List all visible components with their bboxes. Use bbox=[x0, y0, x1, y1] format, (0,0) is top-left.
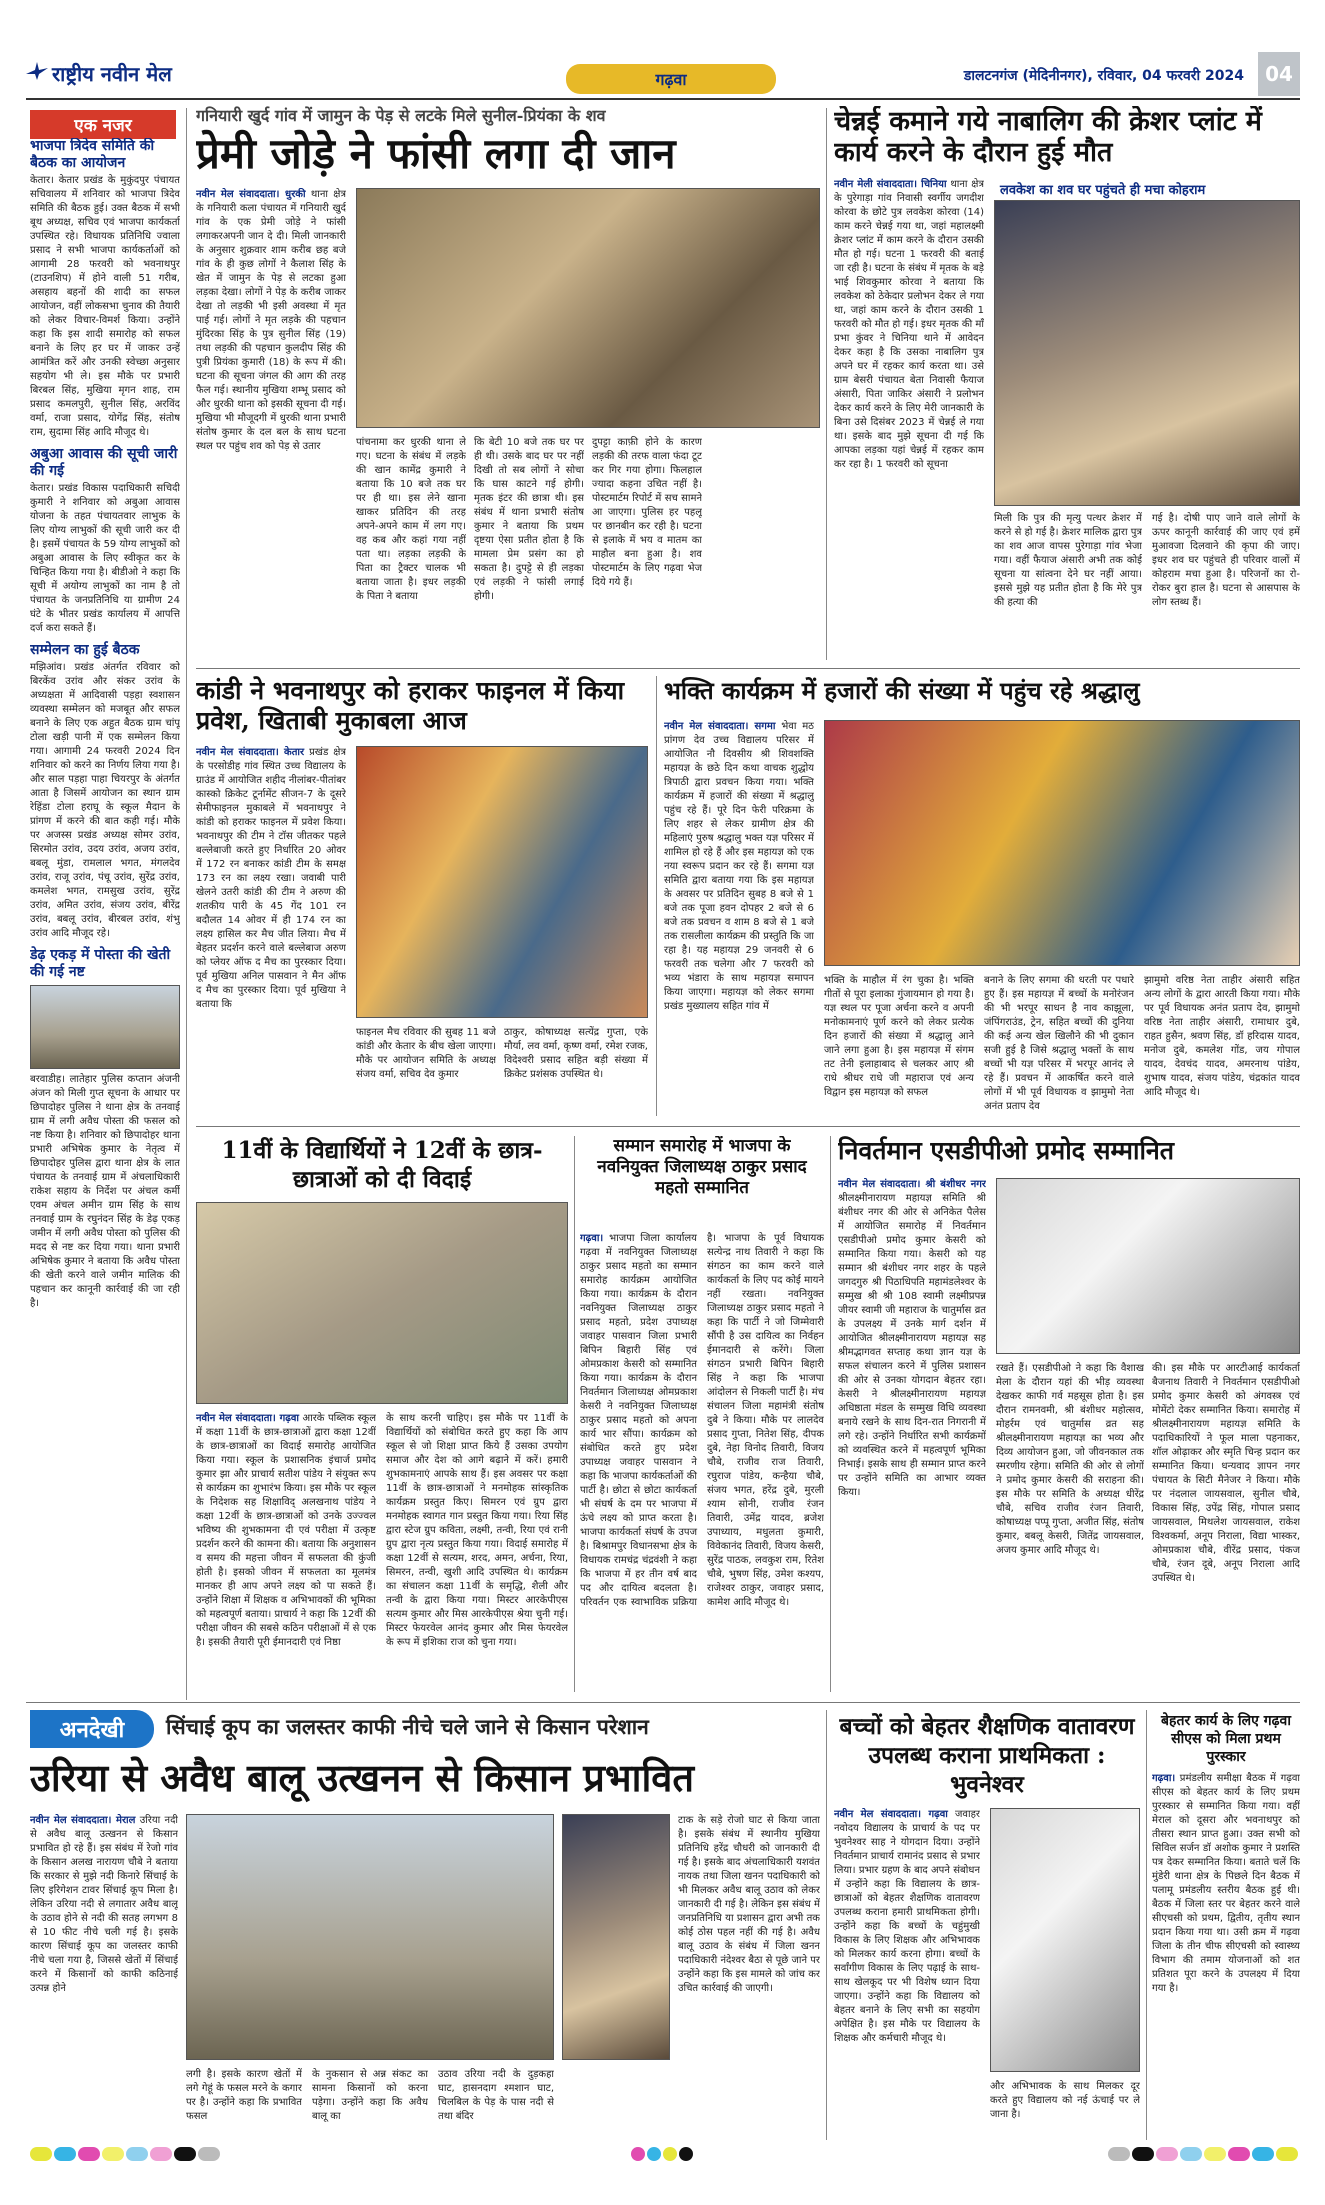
story-text: के साथ करनी चाहिए। इस मौके पर 11वीं के विद्यार्थियों को संबोधित करते हुए कहा कि आप स्कूल से जो शिक्षा प्राप्त किये हैं उसका उपयोग समाज और देश को आगे बढ़ाने में करें। हमारी शुभकामनाएं आपके साथ हैं। इस अवसर पर कक्षा 11वीं के छात्र-छात्राओं ने मनमोहक सांस्कृतिक कार्यक्रम प्रस्तुत किए। सिमरन एवं ग्रुप द्वारा मनमोहक स्वागत गान प्रस्तुत किया गया। रिया सिंह द्वारा स्टेज ग्रुप कविता, लक्ष्मी, तन्वी, रिया एवं रानी ग्रुप द्वारा नृत्य प्रस्तुत किया गया। विदाई समारोह में कक्षा 12वीं से सत्यम, शरद, अमन, अर्चना, रिया, सिमरन, तन्वी, खुशी आदि उपस्थित थे। कार्यक्रम का संचालन कक्षा 11वीं के समृद्धि, शैली और तन्वी के द्वारा किया गया। मिस्टर आरकेपीएस सत्यम कुमार और मिस आरकेपीएस श्रेया चुनी गई। मिस्टर फेयरवेल आनंद कुमार और मिस फेयरवेल के रूप में इशिका राज को चुना गया। bbox=[386, 1413, 568, 1648]
paper-name: राष्ट्रीय नवीन मेल bbox=[52, 62, 172, 86]
story-text: पांचनामा कर धुरकी थाना ले गए। घटना के संबंध में लड़के की खान कामेंद्र कुमारी ने बताया कि 10 बजे तक घर पर ही था। इस लेने खाना खाकर प्रतिदिन की तरह अपने-अपने काम में लग गए। वह कब और कहां गया नहीं पता था। लड़का लड़की के पिता का ट्रैक्टर चालक भी बताया जाता है। इधर लड़की के पिता ने बताया bbox=[356, 437, 466, 602]
color-bar-right bbox=[1108, 2146, 1300, 2165]
sidebar-item-title: डेढ़ एकड़ में पोस्ता की खेती की गई नष्ट bbox=[30, 947, 171, 980]
sidebar-item-title: भाजपा त्रिदेव समिति की बैठक का आयोजन bbox=[30, 138, 155, 171]
story-byline: गढ़वा। bbox=[1152, 1773, 1176, 1784]
story-text: उरिया नदी से अवैध बालू उत्खनन से किसान प्रभावित हो रहे हैं। इस संबंध में रेजो गांव के किसान अलख नारायण चौबे ने बताया कि सरकार से मुझे नदी किनारे सिंचाई के लिए इरिगेशन टावर सिंचाई कूप मिला है। लेकिन उरिया नदी से लगातार अवैध बालू के उठाव होने से नदी की सतह लगभग 8 से 10 फीट नीचे चली गई है। इसके कारण सिंचाई कूप का जलस्तर काफी नीचे चला गया है, जिससे खेतों में सिंचाई करने में किसानों को काफी कठिनाई उत्पन्न होने bbox=[30, 1815, 178, 1994]
story-text: थाना क्षेत्र के पुरेगाड़ा गांव निवासी स्वर्गीय जगदीश कोरवा के छोटे पुत्र लवकेश कोरवा (14) काम करने चेन्नई गया था, जहां महालक्ष्मी क्रेशर प्लांट में काम करने के दौरान उसकी मौत हो गई। घटना 1 फरवरी की बताई जा रही है। घटना के संबंध में मृतक के बड़े भाई शिवकुमार कोरवा ने बताया कि लवकेश को ठेकेदार प्रलोभन देकर ले गया था, जहां काम करने के दौरान उसकी 1 फरवरी को मौत हो गई। इधर मृतक की माँ प्रभा कुंवर ने चिनिया थाने में आवेदन देकर कहा है कि उसका नाबालिग पुत्र अपने घर में रहकर कार्य करता था। उसे ग्राम बेसरी पंचायत बेता निवासी फैयाज अंसारी, पिता जाकिर अंसारी ने प्रलोभन देकर कार्य करने के लिए मेरी जानकारी के बिना उसे दिसंबर 2023 में चेन्नई ले गया था। इसके बाद मुझे सूचना दी गई कि आपका लड़का यहां चेन्नई में रहकर काम कर रहा है। 1 फरवरी को सूचना bbox=[834, 179, 984, 470]
story-headline: उरिया से अवैध बालू उत्खनन से किसान प्रभावित bbox=[30, 1755, 695, 1800]
section-rule bbox=[196, 1126, 1300, 1127]
sidebar-item-body: केतार। केतार प्रखंड के मुकुंदपुर पंचायत सचिवालय में शनिवार को भाजपा त्रिदेव समिति की बैठक हुई। उक्त बैठक में सभी बूथ अध्यक्ष, सचिव एवं भाजपा कार्यकर्ता उपस्थित रहे। विधायक प्रतिनिधि ज्वाला प्रसाद ने सभी भाजपा कार्यकर्ताओं को आगामी 28 फरवरी को भवनाथपुर (टाउनशिप) में होने वाली 51 गरीब, असहाय बहनों की शादी का सफल आयोजन, वहीं लोकसभा चुनाव की तैयारी को लेकर विचार-विमर्श किया। उन्होंने कहा कि इस शादी समारोह को सफल बनाने के लिए हर घर में जाकर उन्हें आमंत्रित करें और उनकी स्वेच्छा अनुसार सहयोग भी ले। इस मौके पर प्रभारी बिरबल सिंह, मुखिया मृगन शाह, राम प्रसाद कमलपुरी, सुनील सिंह, अरविंद वर्मा, राजा प्रसाद, योगेंद्र सिंह, संतोष राम, सुदामा सिंह आदि मौजूद थे। bbox=[30, 175, 180, 438]
story-byline: नवीन मेल संवाददाता। धुरकी bbox=[196, 189, 306, 200]
story-byline: नवीन मेल संवाददाता। केतार bbox=[196, 747, 305, 758]
story-text: थाना क्षेत्र के गनियारी कला पंचायत में गनियारी खुर्द गांव के एक प्रेमी जोड़े ने फांसी लगाकरअपनी जान दे दी। मिली जानकारी के अनुसार शुक्रवार शाम करीब छह बजे गांव के ही कुछ लोगों ने कैलाश सिंह के खेत में जामुन के पेड़ से लटका हुआ लड़का देखा। लोगों ने पेड़ के करीब जाकर देखा तो लड़की भी इसी अवस्था में मृत पाई गई। लोगों ने मृत लड़के की पहचान मुंदिरका सिंह के पुत्र सुनील सिंह (19) तथा लड़की की पहचान कुलदीप सिंह की पुत्री प्रियंका कुमारी (18) के रूप में की। घटना की सूचना जंगल की आग की तरह फैल गई। स्थानीय मुखिया शम्भू प्रसाद को और धुरकी थाना को इसकी सूचना दी गई। मुखिया भी मौजूदगी में धुरकी थाना प्रभारी संतोष कुमार के दल बल के साथ घटना स्थल पर पहुंच शव को पेड़ से उतार bbox=[196, 189, 346, 452]
story-headline: सम्मान समारोह में भाजपा के नवनियुक्त जिलाध्यक्ष ठाकुर प्रसाद महतो सम्मानित bbox=[597, 1136, 807, 1198]
sidebar-item-body: केतार। प्रखंड विकास पदाधिकारी सचिदी कुमारी ने शनिवार को अबुआ आवास योजना के तहत पंचायतवार लाभुक के लिए योग्य लाभुकों की सूची जारी कर दी है। इसमें पंचायत के 59 योग्य लाभुकों को अबुआ आवास के लिए स्वीकृत कर के चिन्हित किया गया है। बीडीओ ने कहा कि सूची में अयोग्य लाभुकों का नाम है तो पंचायत के जनप्रतिनिधि या ग्रामीण 24 घंटे के भीतर प्रखंड कार्यालय में आपत्ति दर्ज करा सकते हैं। bbox=[30, 483, 180, 634]
story-byline: नवीन मेल संवाददाता। श्री बंशीधर नगर bbox=[838, 1179, 986, 1190]
story-text: दुपट्टा काफ़ी होने के कारण लड़की की तरफ वाला फंदा टूट कर गिर गया होगा। फिलहाल ज्यादा कहना उचित नहीं है। पोस्टमार्टम रिपोर्ट में सच सामने आ जाएगा। पुलिस हर पहलू पर छानबीन कर रही है। घटना से इलाके में भय व मातम का माहौल बना हुआ है। शव पोस्टमार्टम के लिए गढ़वा भेज दिये गये हैं। bbox=[592, 437, 702, 588]
story-headline: बच्चों को बेहतर शैक्षणिक वातावरण उपलब्ध कराना प्राथमिकता : भुवनेश्वर bbox=[839, 1713, 1135, 1798]
story-headline: कांडी ने भवनाथपुर को हराकर फाइनल में किया प्रवेश, खिताबी मुकाबला आज bbox=[196, 676, 625, 735]
yajna-stage-photo bbox=[824, 720, 1300, 966]
story-text: के नुकसान से अन्न संकट का सामना किसानों को करना पड़ेगा। उन्होंने कहा कि अवैध बालू का bbox=[312, 2069, 428, 2122]
story-cricket bbox=[196, 676, 648, 1120]
story-text: फाइनल मैच रविवार की सुबह 11 बजे कांडी और केतार के बीच खेला जाएगा। मौके पर आयोजन समिति के अध्यक्ष संजय वर्मा, सचिव देव कुमार bbox=[356, 1027, 496, 1080]
story-byline: नवीन मेल संवाददाता। मेराल bbox=[30, 1815, 136, 1826]
bird-logo-icon bbox=[26, 62, 48, 80]
color-registration-strip bbox=[30, 2146, 1300, 2162]
page-number: 04 bbox=[1258, 52, 1300, 96]
story-byline: नवीन मेल संवाददाता। गढ़वा bbox=[196, 1413, 299, 1424]
masthead bbox=[26, 52, 1300, 98]
section-pill: गढ़वा bbox=[566, 64, 776, 94]
sidebar-divider bbox=[186, 108, 187, 1700]
cricket-award-photo bbox=[356, 746, 648, 1018]
sidebar-header: एक नजर bbox=[30, 110, 176, 139]
story-text: बनाने के लिए सगमा की धरती पर पधारे हुए हैं। इस महायज्ञ में बच्चों के मनोरंजन की भी भरपूर साधन है नाव काझूला, जंपिंगराउंड, ट्रेन, सहित बच्चों की दुनिया की कई अन्य खेल खिलौने की भी दुकान सजी हुई है जिसे श्रद्धालु भक्तों के साथ बच्चों भी यज्ञ परिसर में भरपूर आनंद ले रहे हैं। प्रवचन में आकर्षित करने वाले लोगों में भी पूर्व विधायक व झामुमो नेता अनंत प्रताप देव bbox=[984, 975, 1134, 1112]
sidebar-item bbox=[30, 446, 180, 636]
col-divider bbox=[574, 1136, 575, 1692]
story-text: और अभिभावक के साथ मिलकर दूर करते हुए विद्यालय को नई ऊंचाई पर ले जाना है। bbox=[990, 2081, 1140, 2120]
story-sand-mining bbox=[30, 1710, 820, 2140]
story-headline: निवर्तमान एसडीपीओ प्रमोद सम्मानित bbox=[838, 1136, 1175, 1165]
story-chennai bbox=[834, 106, 1300, 662]
story-text: भक्ति के माहौल में रंग चुका है। भक्ति गीतों से पूरा इलाका गुंजायमान हो गया है। यज्ञ स्थल पर पूजा अर्चना करने व अपनी मनोकामनाएं पूर्ण करने को लेकर प्रत्येक दिन हजारों की संख्या में श्रद्धालु आने जाने लगा हुआ है। इस महायज्ञ में संगम तट तेनी इलाहाबाद से चलकर आए श्री राधे श्रीधर राधे जी महाराज एवं अन्य विद्वान इस महायज्ञ को सफल bbox=[824, 975, 974, 1098]
registration-dots bbox=[630, 2146, 694, 2165]
lovers-crowd-photo bbox=[356, 188, 820, 428]
story-headline: भक्ति कार्यक्रम में हजारों की संख्या में पहुंच रहे श्रद्धालु bbox=[664, 676, 1140, 705]
story-headline: प्रेमी जोड़े ने फांसी लगा दी जान bbox=[196, 129, 676, 178]
story-text: रखते हैं। एसडीपीओ ने कहा कि वैशाख मेला के दौरान यहां की भीड़ व्यवस्था देखकर काफी गर्व महसूस होता है। इस दौरान रामनवमी, श्री बंशीधर महोत्सव, मोहर्रम एवं चातुर्मास व्रत सह श्रीलक्ष्मीनारायण महायज्ञ का भव्य और दिव्य आयोजन हुआ, जो जीवनकाल तक स्मरणीय रहेगा। समिति की ओर से लोगों ने प्रमोद कुमार केसरी की सराहना की। इस मौके पर समिति के अध्यक्ष धीरेंद्र चौबे, सचिव राजीव रंजन तिवारी, कोषाध्यक्ष पप्पू गुप्ता, अजीत सिंह, संतोष कुमार, बबलू केसरी, जितेंद्र जायसवाल, अजय कुमार आदि मौजूद थे। bbox=[996, 1363, 1144, 1556]
col-divider bbox=[830, 1136, 831, 1692]
story-bhakti bbox=[664, 676, 1300, 1120]
principal-portrait-photo bbox=[990, 1808, 1140, 2072]
story-navodaya bbox=[834, 1712, 1140, 2140]
story-text: झामुमो वरिष्ठ नेता ताहीर अंसारी सहित अन्य लोगों के द्वारा आरती किया गया। मौके पर पूर्व विधायक अनंत प्रताप देव, झामुमो वरिष्ठ नेता ताहीर अंसारी, रामाधार दुबे, राहत हुसैन, श्रवण सिंह, डॉ हरिदास यादव, मनोज दुबे, कमलेश गोंड, जय गोपाल यादव, देवचंद यादव, अमरनाथ पांडेय, शुभाष यादव, संजय पांडेय, चंद्रकांत यादव आदि मौजूद थे। bbox=[1144, 975, 1300, 1098]
story-text: भेवा मठ प्रांगण देव उच्च विद्यालय परिसर में आयोजित नौ दिवसीय श्री शिवशक्ति महायज्ञ के छठे दिन कथा वाचक शुद्धोय त्रिपाठी द्वारा प्रवचन किया गया। भक्ति कार्यक्रम में हजारों की संख्या में श्रद्धालु पहुंच रहे हैं। पूरे दिन फेरी परिक्रमा के लिए शहर से लेकर ग्रामीण क्षेत्र की महिलाएं पुरुष श्रद्धालु भक्त यज्ञ परिसर में शामिल हो रहे हैं और इस महायज्ञ को एक नया स्वरूप प्रदान कर रहे हैं। सगमा यज्ञ समिति द्वारा बताया गया कि इस महायज्ञ के अवसर पर प्रतिदिन सुबह 8 बजे से 1 बजे तक पूजा हवन दोपहर 2 बजे से 6 बजे तक प्रवचन व शाम 8 बजे से 1 बजे तक रासलीला कार्यक्रम की प्रस्तुति कि जा रहा है। यह महायज्ञ 29 जनवरी से 6 फरवरी तक चलेगा और 7 फरवरी को भव्य भंडारा के साथ महायज्ञ समापन किया जाएगा। महायज्ञ को लेकर सगमा प्रखंड मुख्यालय सहित गांव में bbox=[664, 721, 814, 1012]
sidebar bbox=[30, 138, 180, 1698]
dateline: डालटनगंज (मेदिनीनगर), रविवार, 04 फरवरी 2024 bbox=[963, 68, 1244, 84]
sidebar-item-body: बरवाडीह। लातेहार पुलिस कप्तान अंजनी अंजन को मिली गुप्त सूचना के आधार पर छिपादोहर पुलिस ने थाना क्षेत्र के तनवाई ग्राम में लगी अवैध पोस्ता की फसल को नष्ट किया है। शनिवार को छिपादोहर थाना प्रभारी अभिषेक कुमार के नेतृत्व में छिपादोहर पुलिस द्वारा थाना क्षेत्र के लात पंचायत के तनवाई ग्राम में अंचलाधिकारी राकेश सहाय के निर्देश पर अंचल कर्मी एवम अंचल अमीन ग्राम सिंह के साथ तनवाई ग्राम के रघुनंदन सिंह के डेढ़ एकड़ जमीन में लगी अवैध पोस्ता को पुलिस की मदद से नष्ट कर दिया गया। थाना प्रभारी अभिषेक कुमार ने बताया कि अवैध पोस्ता की खेती करने वाले जमीन मालिक की पहचान कर कानूनी कार्रवाई की जा रही है। bbox=[30, 1074, 180, 1309]
col-divider bbox=[826, 1710, 827, 2140]
anedekhi-tag: अनदेखी bbox=[30, 1710, 154, 1748]
story-text: लगी है। इसके कारण खेतों में लगे गेहूं के फसल मरने के कगार पर है। उन्होंने कहा कि प्रभावित फसल bbox=[186, 2069, 302, 2122]
section-rule bbox=[196, 668, 1300, 669]
story-text: कि बेटी 10 बजे तक घर पर ही थी। उसके बाद घर पर नहीं दिखी तो सब लोगों ने सोचा कि घास काटने गई होगी। मृतक इंटर की छात्रा थी। इस संबंध में थाना प्रभारी संतोष कुमार ने बताया कि प्रथम दृष्टया ऐसा प्रतीत होता है कि मामला प्रेम प्रसंग का हो सकता है। दुपट्टे से ही लड़का एवं लड़की ने फांसी लगाई होगी। bbox=[474, 437, 584, 602]
story-text: की। इस मौके पर आरटीआई कार्यकर्ता बैजनाथ तिवारी ने निवर्तमान एसडीपीओ प्रमोद कुमार केसरी को अंगवस्त्र एवं मोमेंटो देकर सम्मानित किया। समारोह में श्रीलक्ष्मीनारायण महायज्ञ समिति के पदाधिकारियों ने फूल माला पहनाकर, शॉल ओढ़ाकर और स्मृति चिन्ह प्रदान कर सम्मानित किया। धन्यवाद ज्ञापन नगर पंचायत के सिटी मैनेजर ने किया। मौके पर नंदलाल जायसवाल, सुनील चौबे, विकास सिंह, उपेंद्र सिंह, गोपाल प्रसाद जायसवाल, मिथलेश जायसवाल, राकेश विश्वकर्मा, अनूप निराला, विद्या भास्कर, ओमप्रकाश चौबे, वीरेंद्र प्रसाद, पंकज चौबे, रंजन दूबे, अनूप निराला आदि उपस्थित थे। bbox=[1152, 1363, 1300, 1584]
story-byline: नवीन मेली संवाददाता। चिनिया bbox=[834, 179, 947, 190]
col-divider bbox=[826, 108, 827, 660]
story-byline: गढ़वा। bbox=[580, 1233, 604, 1244]
story-kicker: सिंचाई कूप का जलस्तर काफी नीचे चले जाने से किसान परेशान bbox=[166, 1714, 649, 1739]
sdpo-felicitation-photo bbox=[996, 1178, 1300, 1354]
sidebar-item bbox=[30, 642, 180, 941]
story-text: आरके पब्लिक स्कूल में कक्षा 11वीं के छात्र-छात्राओं द्वारा कक्षा 12वीं के छात्र-छात्राओं का विदाई समारोह आयोजित किया गया। स्कूल के प्रशासनिक इंचार्ज प्रमोद कुमार झा और प्राचार्य सतीश पांडेय ने संयुक्त रूप से कार्यक्रम का शुभारंभ किया। इस मौके पर स्कूल के निदेशक सह शिक्षाविद् अलखनाथ पांडेय ने कक्षा 12वीं के छात्र-छात्राओं को उनके उज्ज्वल भविष्य की शुभकामना दी एवं परीक्षा में उत्कृष्ट प्रदर्शन करने की कामना की। बताया कि अनुशासन व समय की महत्ता जीवन में सफलता की कुंजी होती है। इसको जीवन में सफलता का मूलमंत्र मानकर ही आप अपने लक्ष्य को पा सकते हैं। उन्होंने शिक्षा में शिक्षक व अभिभावकों की भूमिका को महत्वपूर्ण बताया। प्राचार्य ने कहा कि 12वीं की परीक्षा जीवन की सबसे कठिन परीक्षाओं में से एक है। इसकी तैयारी पूरी ईमानदारी एवं निष्ठा bbox=[196, 1413, 376, 1648]
story-byline: नवीन मेल संवाददाता। गढ़वा bbox=[834, 1809, 948, 1820]
story-headline: चेन्नई कमाने गये नाबालिग की क्रेशर प्लांट में कार्य करने के दौरान हुई मौत bbox=[834, 106, 1262, 168]
story-text: ठाकुर, कोषाध्यक्ष सत्येंद्र गुप्ता, एके मौर्या, लव वर्मा, कृष्ण वर्मा, रमेश रजक, विदेश्वरी प्रसाद सहित बड़ी संख्या में क्रिकेट प्रशंसक उपस्थित थे। bbox=[504, 1027, 648, 1080]
sidebar-item-title: सम्मेलन का हुई बैठक bbox=[30, 642, 140, 658]
story-text: प्रमंडलीय समीक्षा बैठक में गढ़वा सीएस को बेहतर कार्य के लिए प्रथम पुरस्कार से सम्मानित किया गया। वहीं मेराल को दूसरा और भवनाथपुर को तीसरा स्थान प्राप्त हुआ। उक्त सभी को सिविल सर्जन डॉ अशोक कुमार ने प्रशस्ति पत्र देकर सम्मानित किया। बताते चलें कि मुंडेरी थाना क्षेत्र के पिछले दिन बैठक में पलामू प्रमंडलीय स्तरीय बैठक हुई थी। बैठक में जिला स्तर पर बेहतर करने वाले सीएचसी को प्रथम, द्वितीय, तृतीय स्थान प्रदान किया गया था। उसी क्रम में गढ़वा जिला के तीन चीफ सीएचसी को स्वास्थ्य विभाग की तमाम योजनाओं को शत प्रतिशत पूरा करने के उपलक्ष्य में दिया गया है। bbox=[1152, 1773, 1300, 1994]
story-kicker: गनियारी खुर्द गांव में जामुन के पेड़ से लटके मिले सुनील-प्रियंका के शव bbox=[196, 106, 606, 125]
story-headline: 11वीं के विद्यार्थियों ने 12वीं के छात्र-छात्राओं को दी विदाई bbox=[221, 1137, 543, 1193]
story-text: मिली कि पुत्र की मृत्यु पत्थर क्रेशर में करने से हो गई है। क्रेशर मालिक द्वारा पुत्र का शव आज वापस पुरेगाड़ा गांव भेजा गया। वहीं फैयाज अंसारी अभी तक कोई सूचना या सांत्वना देने घर नहीं आया। इससे मुझे यह प्रतीत होता है कि मेरे पुत्र की हत्या की bbox=[994, 513, 1142, 608]
story-farewell bbox=[196, 1136, 568, 1696]
sidebar-item bbox=[30, 947, 180, 1311]
story-headline: बेहतर कार्य के लिए गढ़वा सीएस को मिला प्रथम पुरस्कार bbox=[1161, 1713, 1291, 1765]
story-text: भाजपा जिला कार्यालय गढ़वा में नवनियुक्त जिलाध्यक्ष ठाकुर प्रसाद महतो का सम्मान समारोह कार्यक्रम आयोजित किया गया। कार्यक्रम के दौरान नवनियुक्त जिलाध्यक्ष ठाकुर प्रसाद महतो, प्रदेश उपाध्यक्ष जवाहर पासवान जिला प्रभारी बिपिन बिहारी सिंह एवं ओमप्रकाश केसरी को सम्मानित किया गया। कार्यक्रम के दौरान निवर्तमान जिलाध्यक्ष ओमप्रकाश केसरी ने नवनियुक्त जिलाध्यक्ष ठाकुर प्रसाद महतो को अपना कार्य भार सौंपा। कार्यक्रम को संबोधित करते हुए प्रदेश उपाध्यक्ष जवाहर पासवान ने कहा कि भाजपा कार्यकर्ताओं की पार्टी है। छोटा से छोटा कार्यकर्ता भी संघर्ष के दम पर भाजपा में ऊंचे लक्ष्य को प्राप्त करता है। भाजपा कार्यकर्ता संघर्ष के उपज है। बिश्रामपुर विधानसभा क्षेत्र के विधायक रामचंद्र चंद्रवंशी ने कहा कि भाजपा में हर तीन वर्ष बाद पद और दायित्व बदलता है। परिवर्तन एक स्वाभाविक प्रक्रिया है। भाजपा के पूर्व विधायक सत्येन्द्र नाथ तिवारी ने कहा कि संगठन का काम करने वाले कार्यकर्ता के लिए पद कोई मायने नहीं रखता। नवनियुक्त जिलाध्यक्ष ठाकुर प्रसाद महतो ने कहा कि पार्टी ने जो जिम्मेवारी सौंपी है उस दायित्व का निर्वहन ईमानदारी से करेंगे। जिला संगठन प्रभारी बिपिन बिहारी सिंह ने कहा कि भाजपा आंदोलन से निकली पार्टी है। मंच संचालन जिला महामंत्री संतोष दुबे ने किया। मौके पर लालदेव प्रसाद गुप्ता, नितेश सिंह, दीपक दुबे, नेहा विनोद तिवारी, विजय चौबे, राजीव राज तिवारी, रघुराज पांडेय, कन्हैया चौबे, संजय भगत, हरेंद्र दुबे, मुरली श्याम सोनी, राजीव रंजन तिवारी, उमेंद्र यादव, ब्रजेश उपाध्याय, मधुलता कुमारी, विवेकानंद तिवारी, विजय केसरी, सुरेंद्र पाठक, लवकुश राम, रितेश चौबे, भुषण सिंह, उमेश कश्यप, राजेश्वर ठाकुर, जवाहर प्रसाद, कामेश आदि मौजूद थे। bbox=[580, 1233, 824, 1608]
students-group-photo bbox=[196, 1202, 568, 1404]
section-rule bbox=[26, 1702, 1300, 1703]
ambulance-crowd-photo bbox=[994, 200, 1300, 506]
poppy-field-photo bbox=[30, 985, 180, 1069]
color-bar-left bbox=[30, 2146, 222, 2165]
col-divider bbox=[656, 676, 657, 1116]
masthead-rule bbox=[26, 98, 1300, 100]
story-text: जवाहर नवोदय विद्यालय के प्राचार्य के पद पर भुवनेश्वर साह ने योगदान दिया। उन्होंने निवर्तमान प्राचार्य रामानंद प्रसाद से प्रभार लिया। प्रभार ग्रहण के बाद अपने संबोधन में उन्होंने कहा कि विद्यालय के छात्र-छात्राओं को बेहतर शैक्षणिक वातावरण उपलब्ध कराना हमारी प्राथमिकता होगी। उन्होंने कहा कि बच्चों के चहुंमुखी विकास के लिए शिक्षक और अभिभावक को मिलकर कार्य करना होगा। बच्चों के सर्वांगीण विकास के लिए पढ़ाई के साथ-साथ खेलकूद पर भी विशेष ध्यान दिया जाएगा। उन्होंने कहा कि विद्यालय को बेहतर बनाने के लिए सभी का सहयोग अपेक्षित है। इस मौके पर विद्यालय के शिक्षक और कर्मचारी मौजूद थे। bbox=[834, 1809, 980, 2044]
story-text: गई है। दोषी पाए जाने वाले लोगों के ऊपर कानूनी कार्रवाई की जाए एवं हमें मुआवजा दिलवाने की कृपा की जाए। इधर शव घर पहुंचते ही परिवार वालों में कोहराम मचा हुआ है। परिजनों का रो-रोकर बुरा हाल है। घटना से आसपास के लोग स्तब्ध हैं। bbox=[1152, 513, 1300, 608]
sidebar-item-title: अबुआ आवास की सूची जारी की गई bbox=[30, 446, 178, 479]
irrigation-well-photo bbox=[186, 1814, 554, 2060]
farmer-portrait-photo bbox=[562, 1814, 670, 2060]
story-byline: नवीन मेल संवाददाता। सगमा bbox=[664, 721, 776, 732]
story-text: श्रीलक्ष्मीनारायण महायज्ञ समिति श्री बंशीधर नगर की ओर से अनिकेत पैलेस में आयोजित समारोह में निवर्तमान एसडीपीओ प्रमोद कुमार केसरी को सम्मानित किया गया। केसरी को यह सम्मान श्री बंशीधर नगर शहर के पहले जगदगुरु श्री पिठाधिपति महामंडलेश्वर के सम्मुख श्री श्री 108 स्वामी लक्ष्मीप्रपन्न जीयर स्वामी जी महाराज के चातुर्मास व्रत के उपलक्ष्य में उनके मार्ग दर्शन में आयोजित श्रीलक्ष्मीनारायण महायज्ञ सह श्रीमद्भागवत सप्ताह कथा ज्ञान यज्ञ के सफल संचालन करने में पुलिस प्रशासन की ओर से उनका योगदान बेहतर रहा। केसरी ने श्रीलक्ष्मीनारायण महायज्ञ अधिष्ठाता मंडल के सम्मुख विधि व्यवस्था बनाये रखने के साथ दिन-रात निगरानी में लगे रहे। उन्होंने निर्धारित सभी कार्यक्रमों को व्यवस्थित करने में महत्वपूर्ण भूमिका निभाई। इसके साथ ही सम्मान प्राप्त करने पर उन्होंने समिति का आभार व्यक्त किया। bbox=[838, 1193, 986, 1498]
col-divider bbox=[1146, 1710, 1147, 2140]
story-bjp bbox=[580, 1136, 824, 1696]
photo-caption: लवकेश का शव घर पहुंचते ही मचा कोहराम bbox=[994, 178, 1300, 200]
story-cs-award bbox=[1152, 1712, 1300, 2140]
story-lovers bbox=[196, 106, 820, 666]
sidebar-item-body: मझिआंव। प्रखंड अंतर्गत रविवार को बिरकेंव उरांव और संकर उरांव के अध्यक्षता में आदिवासी पड़हा स्वशासन व्यवस्था सम्मेलन को मजबूत और सफल बनाने के लिए एक अहुत बैठक ग्राम चांपू टोला खड़ी पानी में एक सम्मेलन किया गया। आगामी 24 फरवरी 2024 दिन शनिवार को करने का निर्णय लिया गया है। और साल पड़हा पाहा चियरपुर के अंतर्गत आता है जिसमें आयोजन का स्थान ग्राम रेहिंडा टोला हराघू के स्कूल मैदान के प्रांगण में करने की बात कही गई। मौके पर अजस्स प्रखंड अध्यक्ष सोमर उरांव, सिरमोत उरांव, उदय उरांव, अजय उरांव, बबलू मुंडा, रामलाल भगत, मंगलदेव उरांव, राजू उरांव, पंचू उरांव, सुरेंद्र उरांव, कमलेश भगत, रामसुख उरांव, सुरेंद्र उरांव, अमित उरांव, संजय उरांव, बीरेंद्र उरांव, बबलू उरांव, बीरबल उरांव, शंभु उरांव आदि मौजूद रहे। bbox=[30, 662, 180, 939]
sidebar-item bbox=[30, 138, 180, 440]
story-text: उठाव उरिया नदी के दुड़कहा घाट, हासनदाग श्मशान घाट, चिलबिल के पेड़ के पास नदी से तथा बंदिर bbox=[438, 2069, 554, 2122]
story-text: टाक के सड़े रोजो घाट से किया जाता है। इसके संबंध में स्थानीय मुखिया प्रतिनिधि हरेंद्र चौधरी को जानकारी दी गई है। इसके बाद अंचलाधिकारी यशवंत नायक तथा जिला खनन पदाधिकारी को भी मिलकर अवैध बालू उठाव को लेकर जानकारी दी गई है। लेकिन इस संबंध में जनप्रतिनिधि या प्रशासन द्वारा अभी तक कोई ठोस पहल नहीं की गई है। अवैध बालू उठाव के संबंध में जिला खनन पदाधिकारी नंदेश्वर बैठा से पूछे जाने पर उन्होंने कहा कि इस मामले को जांच कर उचित कार्रवाई की जाएगी। bbox=[678, 1815, 820, 1994]
story-text: प्रखंड क्षेत्र के परसोडीह गांव स्थित उच्च विद्यालय के ग्राउंड में आयोजित शहीद नीलांबर-पीतांबर कास्को क्रिकेट टूर्नामेंट सीजन-7 के दूसरे सेमीफाइनल मुकाबले में भवनाथपुर ने कांडी को हराकर फाइनल में प्रवेश किया। भवनाथपुर की टीम ने टॉस जीतकर पहले बल्लेबाजी करते हुए निर्धारित 20 ओवर में 172 रन बनाकर कांडी टीम के समक्ष 173 रन का लक्ष्य रखा। जवाबी पारी खेलने उतरी कांडी की टीम ने अरुण की शतकीय पारी के 45 गेंद 101 रन बदौलत 14 ओवर में ही 174 रन का लक्ष्य हासिल कर मैच जीत लिया। मैच में बेहतर प्रदर्शन करने वाले बल्लेबाज अरुण को प्लेयर ऑफ द मैच का पुरस्कार दिया। पूर्व मुखिया अनिल पासवान ने मैन ऑफ द मैच का पुरस्कार दिया। पूर्व मुखिया ने बताया कि bbox=[196, 747, 346, 1010]
story-sdpo bbox=[838, 1136, 1300, 1696]
